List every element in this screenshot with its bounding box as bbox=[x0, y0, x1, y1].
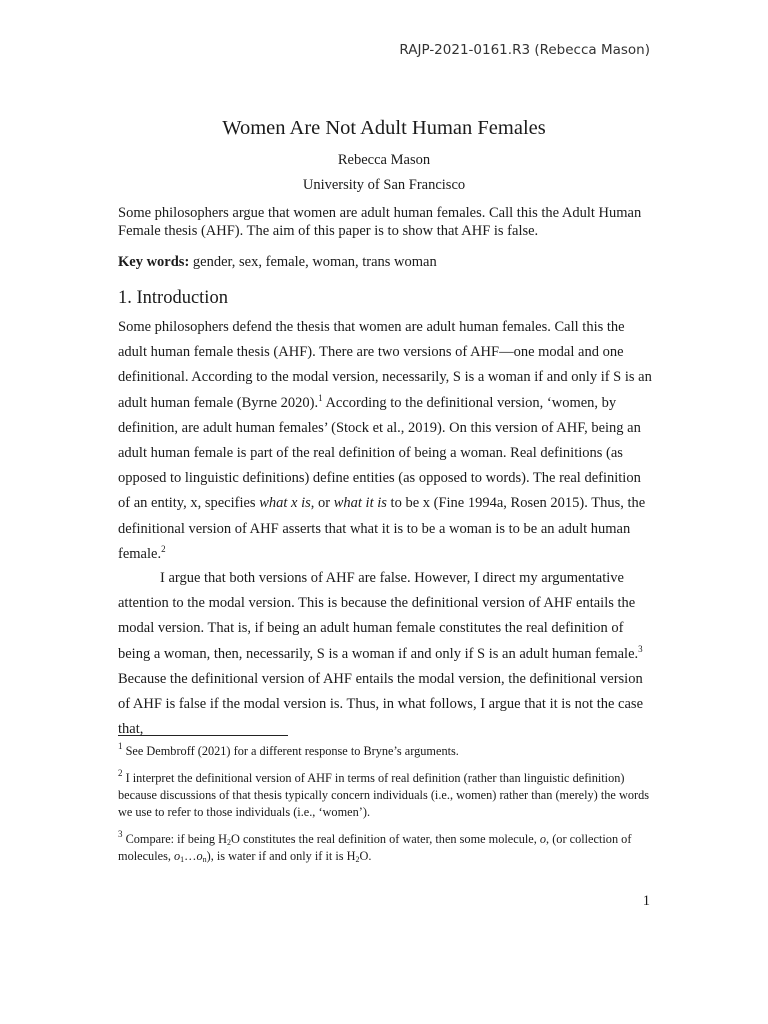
footnote-text: … bbox=[184, 849, 197, 863]
paragraph-text: I argue that both versions of AHF are false. However, I direct my argumentative attention to the modal version. This is because the definitional version of AHF entails the modal version. That is, if being an adult human female constitutes the real definition of being a woman, then, necessarily, S is a woman if and only if S is an adult human female. bbox=[118, 570, 639, 662]
footnote-ref: 2 bbox=[161, 543, 166, 554]
footnote-text: ), is water if and only if it is H bbox=[206, 849, 356, 863]
paper-title: Women Are Not Adult Human Females bbox=[222, 117, 546, 139]
subscript: 2 bbox=[227, 838, 231, 847]
emphasis-text: o bbox=[539, 832, 547, 846]
footnote-text: Compare: if being H bbox=[122, 832, 227, 846]
body-paragraph bbox=[118, 566, 652, 742]
footnote-text: I interpret the definitional version of AHF in terms of real definition (rather than linguistic definition) because discussions of that thesis typically concern individuals (i.e., women) rather than (merely) the words we use to refer to those individuals (i.e., ‘women’). bbox=[118, 771, 650, 819]
page-number: 1 bbox=[642, 893, 650, 909]
emphasis-text: what it is bbox=[333, 495, 387, 512]
paragraph-text: , or bbox=[310, 495, 334, 512]
footnote-text: O constitutes the real definition of water, then some molecule, bbox=[231, 832, 540, 846]
keywords bbox=[118, 254, 652, 271]
emphasis-text: o bbox=[174, 849, 181, 863]
footnote-text: , (or collection of molecules, bbox=[118, 832, 632, 863]
footnote-1 bbox=[118, 743, 652, 760]
affiliation: University of San Francisco bbox=[302, 177, 466, 193]
running-head: RAJP-2021-0161.R3 (Rebecca Mason) bbox=[399, 42, 650, 58]
keywords-text: gender, sex, female, woman, trans woman bbox=[189, 254, 437, 270]
paragraph-text: to be x (Fine 1994a, Rosen 2015). Thus, the definitional version of AHF asserts that what it is to be a woman is to be an adult human female. bbox=[118, 495, 646, 562]
subscript: 1 bbox=[180, 855, 185, 864]
paragraph-text: Some philosophers defend the thesis that women are adult human females. Call this the adult human female thesis (AHF). There are two versions of AHF—one modal and one definitional. According to the modal version, necessarily, S is a woman if and only if S is an adult human female (Byrne 2020). bbox=[118, 319, 652, 411]
abstract: Some philosophers argue that women are adult human females. Call this the Adult Human Female thesis (AHF). The aim of this paper is to show that AHF is false. bbox=[118, 205, 642, 239]
keywords-label: Key words: bbox=[118, 254, 190, 270]
body-paragraph bbox=[118, 315, 652, 567]
footnote-3 bbox=[118, 831, 652, 865]
footnote-marker: 3 bbox=[118, 829, 123, 839]
footnote-ref: 1 bbox=[318, 392, 323, 403]
subscript: 2 bbox=[355, 855, 360, 864]
emphasis-text: what x is bbox=[259, 495, 311, 512]
footnote-marker: 1 bbox=[118, 741, 123, 751]
footnote-text: See Dembroff (2021) for a different response to Bryne’s arguments. bbox=[122, 744, 459, 758]
author-name: Rebecca Mason bbox=[337, 152, 431, 168]
footnote-ref: 3 bbox=[638, 643, 643, 654]
emphasis-text: o bbox=[196, 849, 203, 863]
footnote-marker: 2 bbox=[118, 768, 123, 778]
footnote-text: O. bbox=[359, 849, 372, 863]
paragraph-text: Because the definitional version of AHF entails the modal version, the definitional version of AHF is false if the modal version is. Thus, in what follows, I argue that it is not the case that, bbox=[118, 670, 644, 738]
paragraph-text: According to the definitional version, ‘women, by definition, are adult human females’ (Stock et al., 2019). On this version of AHF, being an adult human female is part of the real definition of being a woman. Real definitions (as opposed to linguistic definitions) define entities (as opposed to words). The real definition of an entity, x, specifies bbox=[118, 394, 641, 512]
section-heading: 1. Introduction bbox=[118, 288, 228, 308]
subscript: n bbox=[202, 855, 207, 864]
footnote-divider bbox=[118, 735, 288, 736]
footnote-2 bbox=[118, 770, 652, 821]
